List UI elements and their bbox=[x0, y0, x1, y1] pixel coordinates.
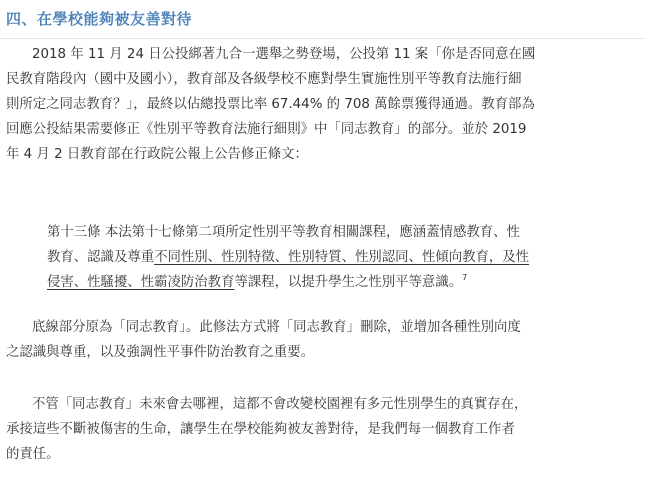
text-line: 不管「同志教育」未來會去哪裡，這都不會改變校園裡有多元性別學生的真實存在， bbox=[32, 397, 528, 412]
amended-article-quote bbox=[47, 220, 632, 295]
quote-line bbox=[47, 270, 632, 295]
underlined-amendment-text: 不同性別、性別特徵、性別特質、性別認同、性傾向教育，及性 bbox=[154, 250, 530, 265]
quote-line: 第十三條 本法第十七條第二項所定性別平等教育相關課程，應涵蓋情感教育、性 bbox=[47, 225, 520, 240]
text-line: 則所定之同志教育？」，最終以佔總投票比率 67.44% 的 708 萬餘票獲得通過。教育部為 bbox=[6, 97, 535, 112]
text-line: 2018 年 11 月 24 日公投綁著九合一選舉之勢登場，公投第 11 案「你是否同意在國 bbox=[32, 47, 536, 62]
footnote-marker: 7 bbox=[462, 273, 468, 282]
quote-text: 等課程，以提升學生之性別平等意識。 bbox=[234, 275, 463, 290]
text-line: 年 4 月 2 日教育部在行政院公報上公告修正條文： bbox=[6, 147, 308, 162]
text-line: 的責任。 bbox=[6, 447, 60, 462]
text-line: 回應公投結果需要修正《性別平等教育法施行細則》中「同志教育」的部分。並於 2019 bbox=[6, 122, 527, 137]
text-line: 承接這些不斷被傷害的生命，讓學生在學校能夠被友善對待，是我們每一個教育工作者 bbox=[6, 422, 515, 437]
section-heading: 四、在學校能夠被友善對待 bbox=[6, 10, 193, 28]
quote-line bbox=[47, 245, 632, 270]
paragraph-conclusion bbox=[6, 392, 638, 467]
paragraph-amendment-note bbox=[6, 315, 638, 365]
text-line: 之認識與尊重，以及強調性平事件防治教育之重要。 bbox=[6, 345, 314, 360]
paragraph-referendum bbox=[6, 42, 638, 167]
underlined-amendment-text: 侵害、性騷擾、性霸凌防治教育 bbox=[47, 275, 235, 290]
quote-text: 教育、認識及尊重 bbox=[47, 250, 155, 265]
text-line: 民教育階段內（國中及國小），教育部及各級學校不應對學生實施性別平等教育法施行細 bbox=[6, 72, 522, 87]
text-line: 底線部分原為「同志教育」。此修法方式將「同志教育」刪除，並增加各種性別向度 bbox=[32, 320, 521, 335]
heading-divider bbox=[0, 38, 645, 39]
